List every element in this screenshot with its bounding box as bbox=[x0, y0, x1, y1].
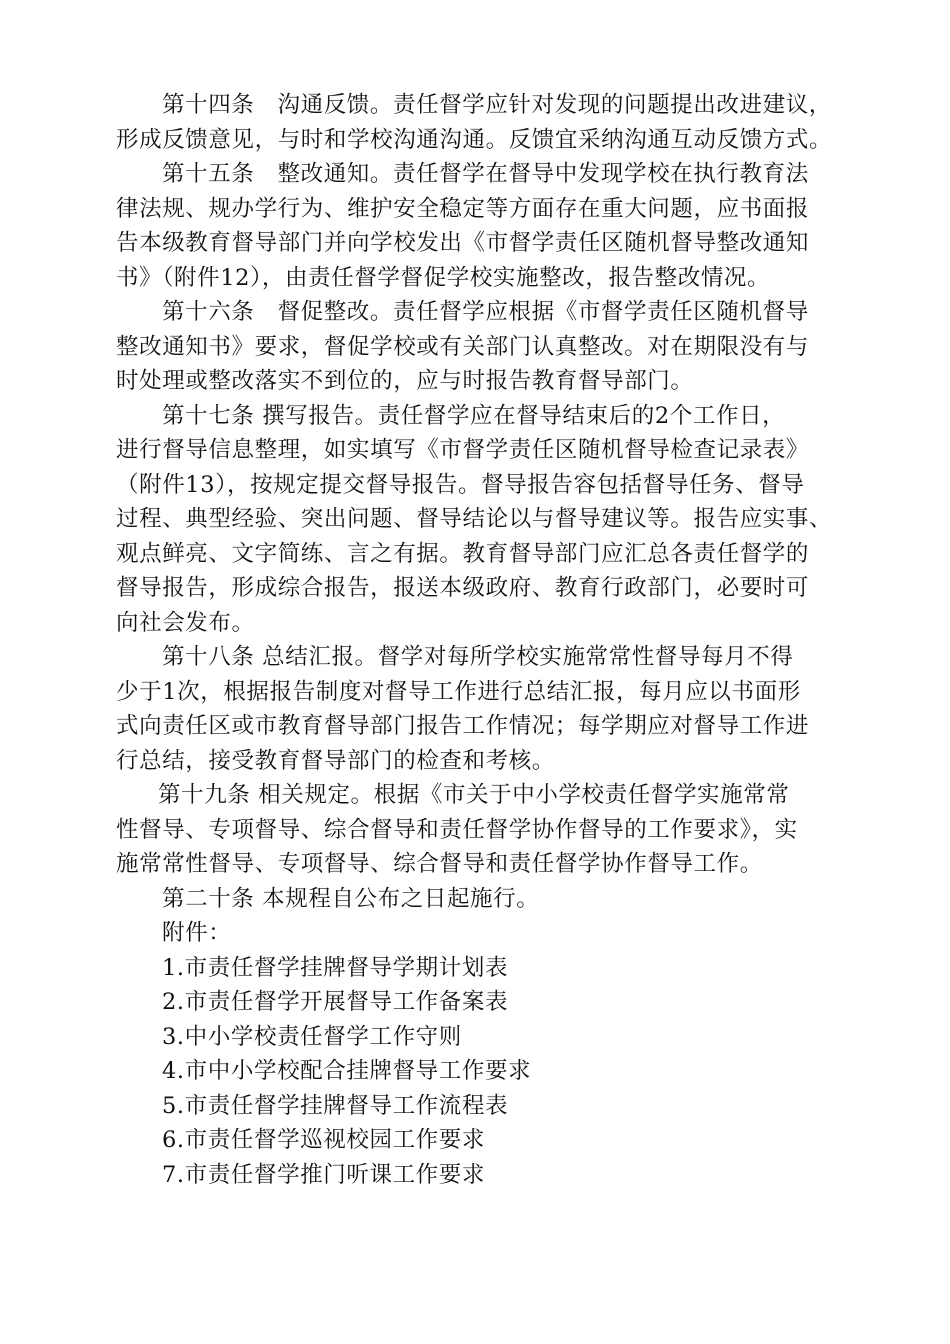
article-17 bbox=[116, 399, 846, 641]
text-line: 书》（附件12），由责任督学督促学校实施整改，报告整改情况。 bbox=[116, 264, 771, 291]
text-line: 第十七条 撰写报告。责任督学应在督导结束后的2个工作日， bbox=[162, 402, 786, 429]
text-line: 第十四条 沟通反馈。责任督学应针对发现的问题提出改进建议， bbox=[162, 92, 832, 118]
text-line: 施常常性督导、专项督导、综合督导和责任督学协作督导工作。 bbox=[116, 851, 763, 877]
article-14 bbox=[116, 88, 846, 157]
text-line: 少于1次，根据报告制度对督导工作进行总结汇报，每月应以书面形 bbox=[116, 678, 801, 705]
text-line: 时处理或整改落实不到位的，应与时报告教育督导部门。 bbox=[116, 368, 694, 394]
attachment-item: 6.市责任督学巡视校园工作要求 bbox=[162, 1127, 485, 1153]
article-15 bbox=[116, 157, 846, 295]
text-line: 性督导、专项督导、综合督导和责任督学协作督导的工作要求》，实 bbox=[116, 816, 798, 843]
text-line: 第十九条 相关规定。根据《市关于中小学校责任督学实施常常 bbox=[158, 782, 790, 808]
text-line: 整改通知书》要求，督促学校或有关部门认真整改。对在期限没有与 bbox=[116, 333, 810, 360]
text-line: 第二十条 本规程自公布之日起施行。 bbox=[162, 885, 540, 912]
text-line: 观点鲜亮、文字简练、言之有据。教育督导部门应汇总各责任督学的 bbox=[116, 540, 810, 567]
text-line: 律法规、规办学行为、维护安全稳定等方面存在重大问题，应书面报 bbox=[116, 195, 810, 222]
document-body bbox=[116, 88, 846, 1192]
attachments-section bbox=[116, 916, 846, 1192]
attachment-item: 2.市责任督学开展督导工作备案表 bbox=[162, 989, 509, 1015]
article-16 bbox=[116, 295, 846, 399]
text-line: 告本级教育督导部门并向学校发出《市督学责任区随机督导整改通知 bbox=[116, 230, 810, 256]
text-line: 第十八条 总结汇报。督学对每所学校实施常常性督导每月不得 bbox=[162, 644, 794, 670]
article-20 bbox=[116, 882, 846, 917]
attachment-item: 3.中小学校责任督学工作守则 bbox=[162, 1023, 462, 1050]
attachment-item: 7.市责任督学推门听课工作要求 bbox=[162, 1161, 485, 1188]
text-line: （附件13），按规定提交督导报告。督导报告容包括督导任务、督导 bbox=[116, 471, 805, 498]
attachment-item: 4.市中小学校配合挂牌督导工作要求 bbox=[162, 1058, 532, 1084]
text-line: 形成反馈意见，与时和学校沟通沟通。反馈宜采纳沟通互动反馈方式。 bbox=[116, 126, 833, 153]
text-line: 向社会发布。 bbox=[116, 609, 255, 636]
attachment-item: 1.市责任督学挂牌督导学期计划表 bbox=[162, 954, 509, 981]
text-line: 第十五条 整改通知。责任督学在督导中发现学校在执行教育法 bbox=[162, 161, 809, 187]
text-line: 行总结，接受教育督导部门的检查和考核。 bbox=[116, 747, 555, 774]
text-line: 式向责任区或市教育督导部门报告工作情况；每学期应对督导工作进 bbox=[116, 713, 810, 739]
text-line: 督导报告，形成综合报告，报送本级政府、教育行政部门，必要时可 bbox=[116, 575, 810, 601]
text-line: 进行督导信息整理，如实填写《市督学责任区随机督导检查记录表》 bbox=[116, 437, 810, 463]
attachments-heading: 附件： bbox=[162, 920, 232, 946]
article-18 bbox=[116, 640, 846, 778]
article-19 bbox=[116, 778, 846, 882]
text-line: 第十六条 督促整改。责任督学应根据《市督学责任区随机督导 bbox=[162, 299, 809, 325]
text-line: 过程、典型经验、突出问题、督导结论以与督导建议等。报告应实事、 bbox=[116, 506, 833, 532]
attachment-item: 5.市责任督学挂牌督导工作流程表 bbox=[162, 1092, 509, 1119]
